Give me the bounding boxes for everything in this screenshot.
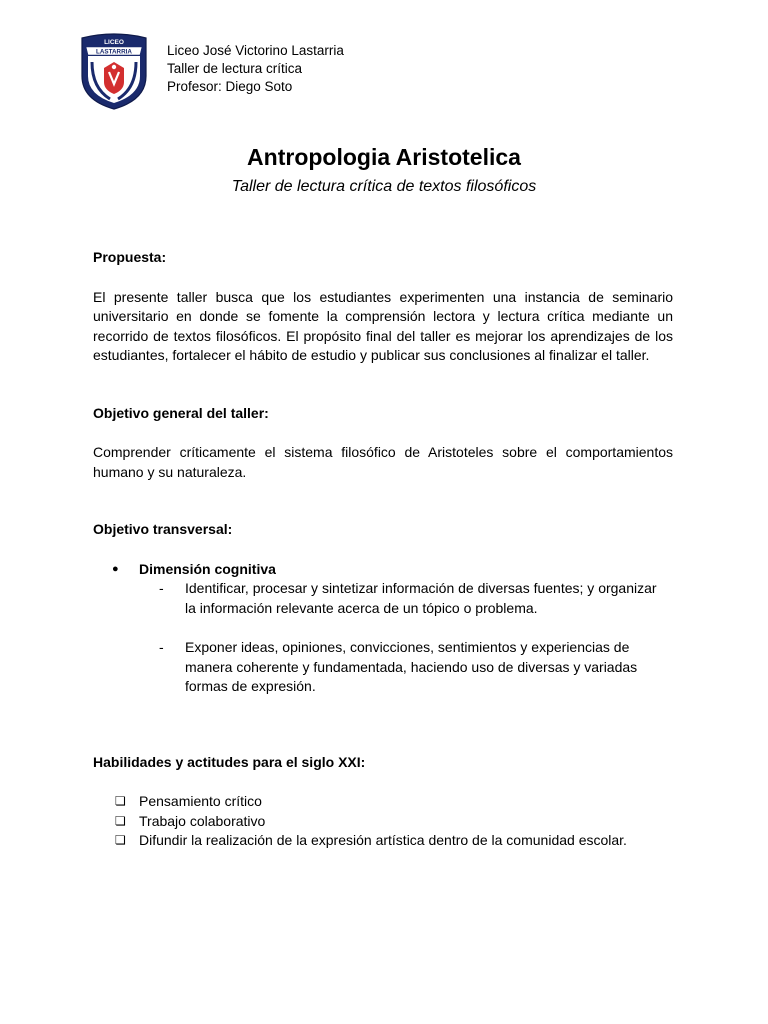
dash-item xyxy=(159,579,673,618)
checklist-item xyxy=(115,812,673,832)
dash-item xyxy=(159,638,673,697)
school-crest-icon xyxy=(80,32,148,110)
checkbox-icon: ❏ xyxy=(115,794,126,808)
checklist-item xyxy=(115,792,673,812)
objetivo-general-body: Comprender críticamente el sistema filosófico de Aristoteles sobre el comportamientos humano y su naturaleza. xyxy=(93,444,673,480)
objetivo-general-heading: Objetivo general del taller: xyxy=(93,404,269,421)
logo-banner-text: LASTARRIA xyxy=(96,48,132,56)
checklist-item xyxy=(115,831,673,851)
document-body xyxy=(93,248,673,851)
document-header xyxy=(80,32,344,110)
propuesta-heading: Propuesta: xyxy=(93,249,167,265)
checklist-item-text: Pensamiento crítico xyxy=(139,793,262,809)
checklist-item-text: Trabajo colaborativo xyxy=(139,812,266,829)
checkbox-icon: ❏ xyxy=(115,833,126,847)
checklist-item-text: Difundir la realización de la expresión artística dentro de la comunidad escolar. xyxy=(139,832,627,848)
bullet-item xyxy=(112,560,673,580)
propuesta-body: El presente taller busca que los estudiantes experimenten una instancia de seminario universitario en donde se fomente la comprensión lectora y lectura crítica mediante un recorrido de textos filosóficos. El propósito final del taller es mejorar los aprendizajes de los estudiantes, fortalecer el hábito de estudio y publicar sus conclusiones al finalizar el taller. xyxy=(93,288,673,363)
header-lines xyxy=(167,42,344,96)
dash-marker: - xyxy=(159,580,164,596)
dash-item-text: Exponer ideas, opiniones, convicciones, sentimientos y experiencias de manera coherente y fundamentada, haciendo uso de diversas y variadas formas de expresión. xyxy=(185,639,638,694)
bullet-label: Dimensión cognitiva xyxy=(139,560,276,577)
teacher-name: Profesor: Diego Soto xyxy=(167,79,293,94)
checkbox-icon: ❏ xyxy=(115,813,126,828)
document-title: Antropologia Aristotelica xyxy=(247,144,521,170)
dash-marker: - xyxy=(159,639,164,655)
school-name: Liceo José Victorino Lastarria xyxy=(167,43,344,58)
logo-top-text: LICEO xyxy=(104,39,124,46)
workshop-name: Taller de lectura crítica xyxy=(167,61,303,76)
habilidades-heading: Habilidades y actitudes para el siglo XXI: xyxy=(93,753,366,770)
dash-item-text: Identificar, procesar y sintetizar información de diversas fuentes; y organizar la información relevante acerca de un tópico o problema. xyxy=(185,580,657,616)
objetivo-transversal-heading: Objetivo transversal: xyxy=(93,521,233,537)
bullet-dot-icon: ● xyxy=(112,562,119,575)
document-subtitle: Taller de lectura crítica de textos filosóficos xyxy=(231,178,537,195)
